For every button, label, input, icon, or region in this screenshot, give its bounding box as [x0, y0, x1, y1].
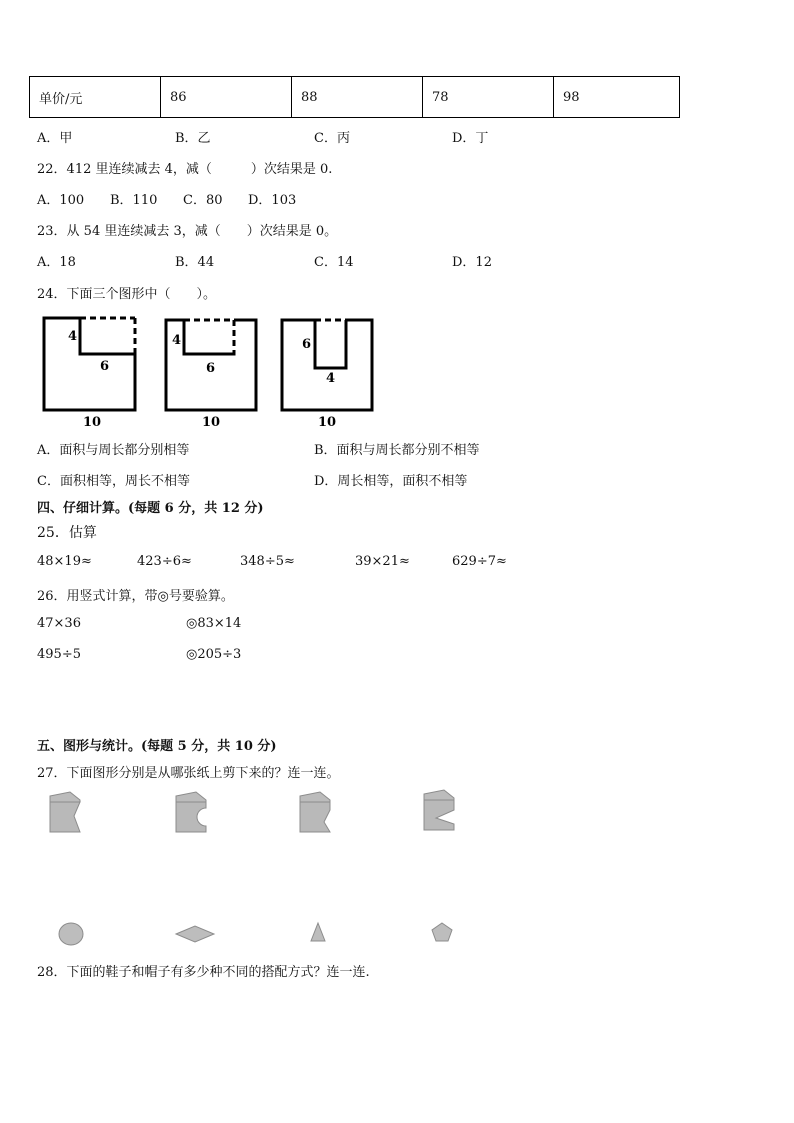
- q25-text: 25．估算: [37, 525, 97, 541]
- q26-item: 495÷5: [37, 647, 81, 662]
- figure-label: 6: [302, 337, 312, 352]
- q23-text: 23．从 54 里连续减去 3，减（ ）次结果是 0。: [37, 224, 338, 239]
- q26-item: 47×36: [37, 616, 81, 631]
- table-row: [30, 77, 680, 118]
- price-table: [29, 76, 680, 118]
- table-cell: 88: [292, 77, 423, 118]
- q25-item: 423÷6≈: [137, 554, 192, 569]
- folded-paper-pentagon-cut-icon: [422, 788, 462, 834]
- q24-option-d: D．周长相等，面积不相等: [314, 474, 468, 489]
- q23-option-c: C．14: [314, 255, 354, 270]
- figure-label: 6: [206, 361, 216, 376]
- table-cell: 86: [161, 77, 292, 118]
- q23-option-b: B．44: [175, 255, 215, 270]
- q22-option-a: A．100: [37, 193, 85, 208]
- q22-option-b: B．110: [110, 193, 158, 208]
- q23-option-d: D．12: [452, 255, 492, 270]
- figure-label: 10: [202, 415, 221, 430]
- circle-shape-icon: [57, 921, 87, 947]
- q24-figure-1: [40, 316, 140, 432]
- figure-label: 6: [100, 359, 110, 374]
- q26-item: ◎205÷3: [186, 647, 242, 662]
- q24-option-c: C．面积相等，周长不相等: [37, 474, 190, 489]
- q24-figure-3: [278, 316, 378, 432]
- q22-text: 22．412 里连续减去 4，减（ ）次结果是 0.: [37, 162, 333, 177]
- q25-item: 629÷7≈: [452, 554, 507, 569]
- triangle-shape-icon: [308, 921, 330, 945]
- q21-option-b: B．乙: [175, 131, 211, 146]
- q22-option-c: C．80: [183, 193, 223, 208]
- table-cell: 单价/元: [30, 77, 161, 118]
- rhombus-shape-icon: [174, 924, 218, 944]
- q25-item: 48×19≈: [37, 554, 92, 569]
- figure-label: 4: [68, 329, 78, 344]
- q24-figure-2: [162, 316, 262, 432]
- q21-option-d: D．丁: [452, 131, 489, 146]
- q25-item: 39×21≈: [355, 554, 410, 569]
- folded-paper-trapezoid-cut-icon: [48, 790, 88, 836]
- q26-item: ◎83×14: [186, 616, 242, 631]
- q21-option-c: C．丙: [314, 131, 350, 146]
- folded-paper-semicircle-cut-icon: [174, 790, 214, 836]
- q27-text: 27．下面图形分别是从哪张纸上剪下来的？连一连。: [37, 766, 340, 781]
- q24-option-a: A．面积与周长都分别相等: [37, 443, 190, 458]
- table-cell: 98: [554, 77, 680, 118]
- q26-text: 26．用竖式计算，带◎号要验算。: [37, 589, 234, 604]
- figure-label: 10: [318, 415, 337, 430]
- folded-paper-triangle-cut-icon: [298, 790, 338, 836]
- q24-text: 24．下面三个图形中（ ）。: [37, 287, 217, 302]
- q28-text: 28．下面的鞋子和帽子有多少种不同的搭配方式？连一连.: [37, 965, 370, 980]
- pentagon-shape-icon: [430, 921, 456, 945]
- q25-item: 348÷5≈: [240, 554, 295, 569]
- q22-option-d: D．103: [248, 193, 297, 208]
- q23-option-a: A．18: [37, 255, 76, 270]
- q24-option-b: B．面积与周长都分别不相等: [314, 443, 480, 458]
- section-5-heading: 五、图形与统计。(每题 5 分，共 10 分): [37, 739, 277, 754]
- figure-label: 4: [326, 371, 336, 386]
- section-4-heading: 四、仔细计算。(每题 6 分，共 12 分): [37, 501, 264, 516]
- figure-label: 10: [83, 415, 102, 430]
- q21-option-a: A．甲: [37, 131, 73, 146]
- figure-label: 4: [172, 333, 182, 348]
- table-cell: 78: [423, 77, 554, 118]
